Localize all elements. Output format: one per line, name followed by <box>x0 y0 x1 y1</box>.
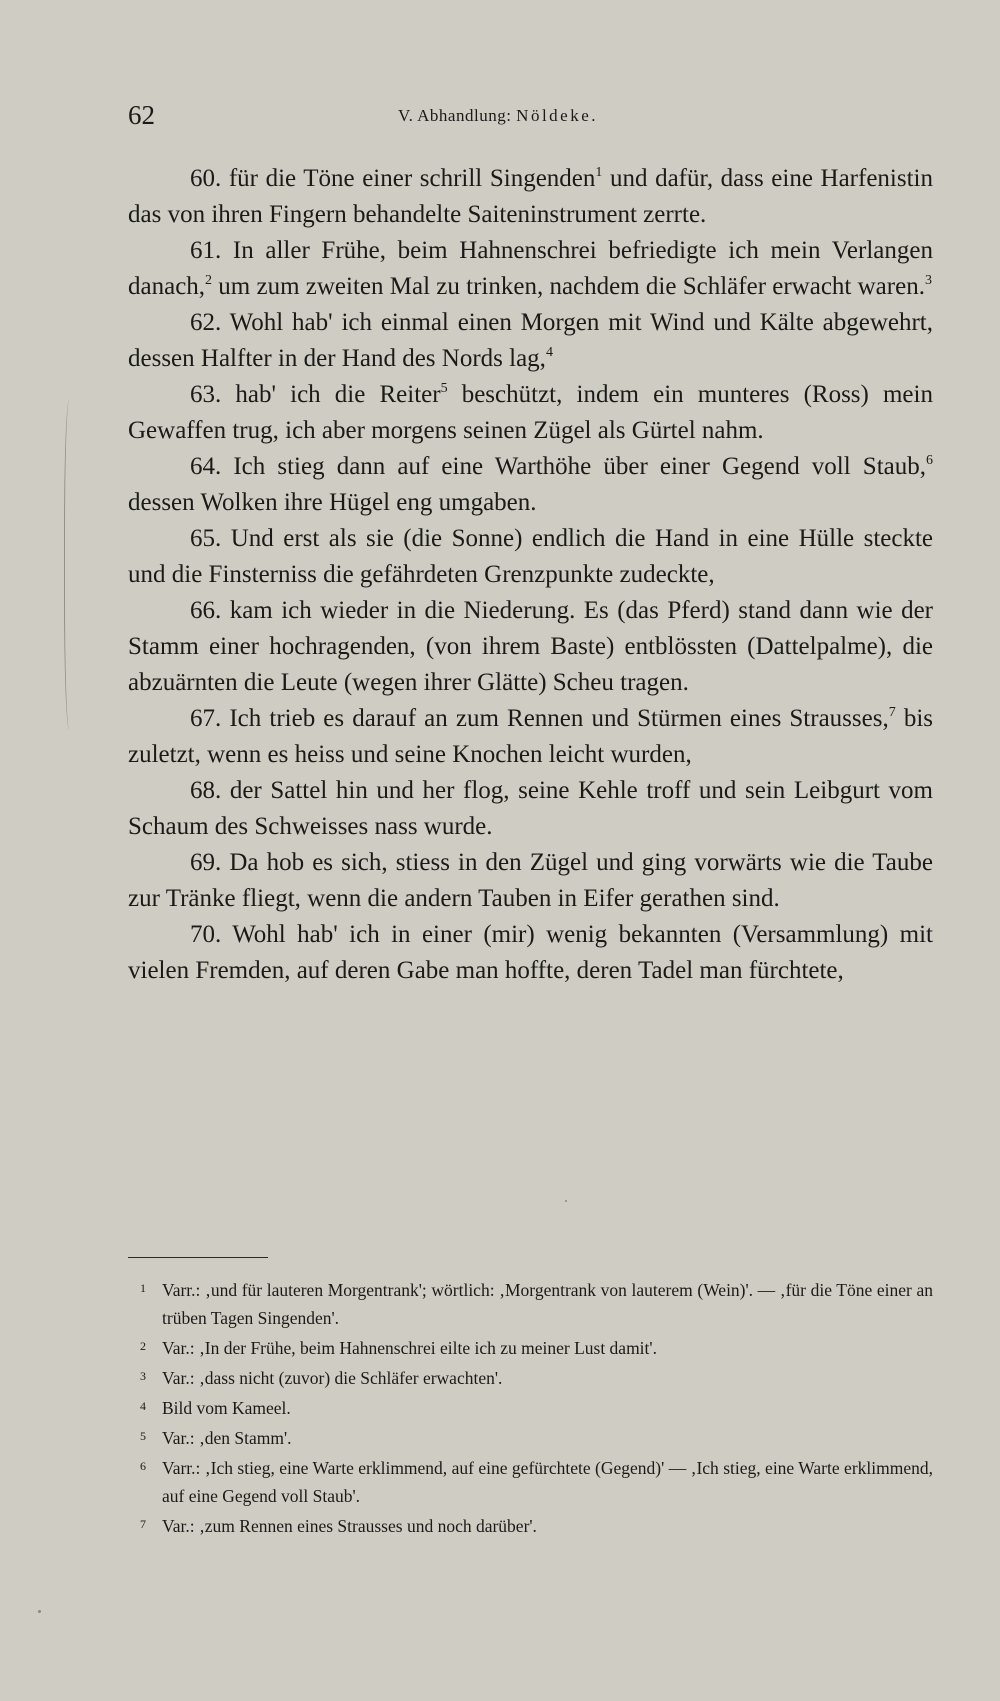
margin-pencil-mark <box>64 400 77 730</box>
footnote: 6 Varr.: ‚Ich stieg, eine Warte erklimmend, auf eine gefürchtete (Gegend)' — ‚Ich stieg, eine Warte erklimmend, auf eine Gegend voll Staub'. <box>128 1452 933 1510</box>
paper-speck <box>565 1200 567 1202</box>
verse-paragraph: 70. Wohl hab' ich in einer (mir) wenig bekannten (Versammlung) mit vielen Fremden, auf deren Gabe man hoffte, deren Tadel man fürchtete, <box>128 921 933 984</box>
footnote-ref: 7 <box>888 705 896 720</box>
footnote-ref: 4 <box>545 345 553 360</box>
verse-paragraph: 67. Ich trieb es darauf an zum Rennen und Stürmen eines Strausses,$^7$ bis zuletzt, wenn es heiss und seine Knochen leicht wurden, <box>128 705 933 768</box>
verse-paragraph: 69. Da hob es sich, stiess in den Zügel und ging vorwärts wie die Taube zur Tränke fliegt, wenn die andern Tauben in Eifer gerathen sind. <box>128 849 933 912</box>
verse-paragraph: 66. kam ich wieder in die Niederung. Es (das Pferd) stand dann wie der Stamm einer hochragenden, (von ihrem Baste) entblössten (Dattelpalme), die abzuärnten die Leute (wegen ihrer Glätte) Scheu tragen. <box>128 597 933 696</box>
footnote: 5 Var.: ‚den Stamm'. <box>128 1422 933 1452</box>
footnote-mark: 3 <box>140 1369 146 1383</box>
footnote: 7 Var.: ‚zum Rennen eines Strausses und noch darüber'. <box>128 1510 933 1540</box>
footnote: 2 Var.: ‚In der Frühe, beim Hahnenschrei eilte ich zu meiner Lust damit'. <box>128 1332 933 1362</box>
main-text <box>128 161 933 989</box>
footnote-mark: 5 <box>140 1429 146 1443</box>
page-number: 62 <box>128 100 155 130</box>
footnote-ref: 3 <box>924 273 932 288</box>
footnote-mark: 4 <box>140 1399 146 1413</box>
footnote-divider <box>128 1257 268 1258</box>
footnote-ref: 2 <box>205 273 213 288</box>
verse-paragraph: 64. Ich stieg dann auf eine Warthöhe über einer Gegend voll Staub,$^6$ dessen Wolken ihre Hügel eng umgaben. <box>128 453 933 516</box>
footnotes <box>128 1274 933 1540</box>
footnote-mark: 1 <box>140 1281 146 1295</box>
footnote-mark: 7 <box>140 1517 146 1531</box>
footnote: 1 Varr.: ‚und für lauteren Morgentrank'; wörtlich: ‚Morgentrank von lauterem (Wein)'. — ‚für die Töne einer an trüben Tagen Singenden'. <box>128 1274 933 1332</box>
footnote-mark: 2 <box>140 1339 146 1353</box>
verse-paragraph: 65. Und erst als sie (die Sonne) endlich die Hand in eine Hülle steckte und die Finsterniss die gefährdeten Grenzpunkte zudeckte, <box>128 525 933 588</box>
verse-paragraph: 68. der Sattel hin und her flog, seine Kehle troff und sein Leibgurt vom Schaum des Schweisses nass wurde. <box>128 777 933 840</box>
running-head-author: Nöldeke. <box>516 106 599 125</box>
footnote-ref: 1 <box>595 165 603 180</box>
footnote: 4 Bild vom Kameel. <box>128 1392 933 1422</box>
verse-paragraph: 61. In aller Frühe, beim Hahnenschrei befriedigte ich mein Verlangen danach,$^2$ um zum zweiten Mal zu trinken, nachdem die Schläfer erwacht waren.$^3$ <box>128 237 933 300</box>
footnote-ref: 5 <box>440 381 448 396</box>
running-head <box>398 106 598 126</box>
verse-paragraph: 62. Wohl hab' ich einmal einen Morgen mit Wind und Kälte abgewehrt, dessen Halfter in der Hand des Nords lag,$^4$ <box>128 309 933 372</box>
page-header <box>128 100 933 140</box>
paper-speck <box>38 1610 41 1613</box>
footnote-ref: 6 <box>926 453 933 468</box>
footnote: 3 Var.: ‚dass nicht (zuvor) die Schläfer erwachten'. <box>128 1362 933 1392</box>
verse-paragraph: 60. für die Töne einer schrill Singenden$^1$ und dafür, dass eine Harfenistin das von ihren Fingern behandelte Saiteninstrument zerrte. <box>128 165 933 228</box>
running-head-prefix: V. Abhandlung: <box>398 106 512 125</box>
footnote-mark: 6 <box>140 1459 146 1473</box>
verse-paragraph: 63. hab' ich die Reiter$^5$ beschützt, indem ein munteres (Ross) mein Gewaffen trug, ich aber morgens seinen Zügel als Gürtel nahm. <box>128 381 933 444</box>
